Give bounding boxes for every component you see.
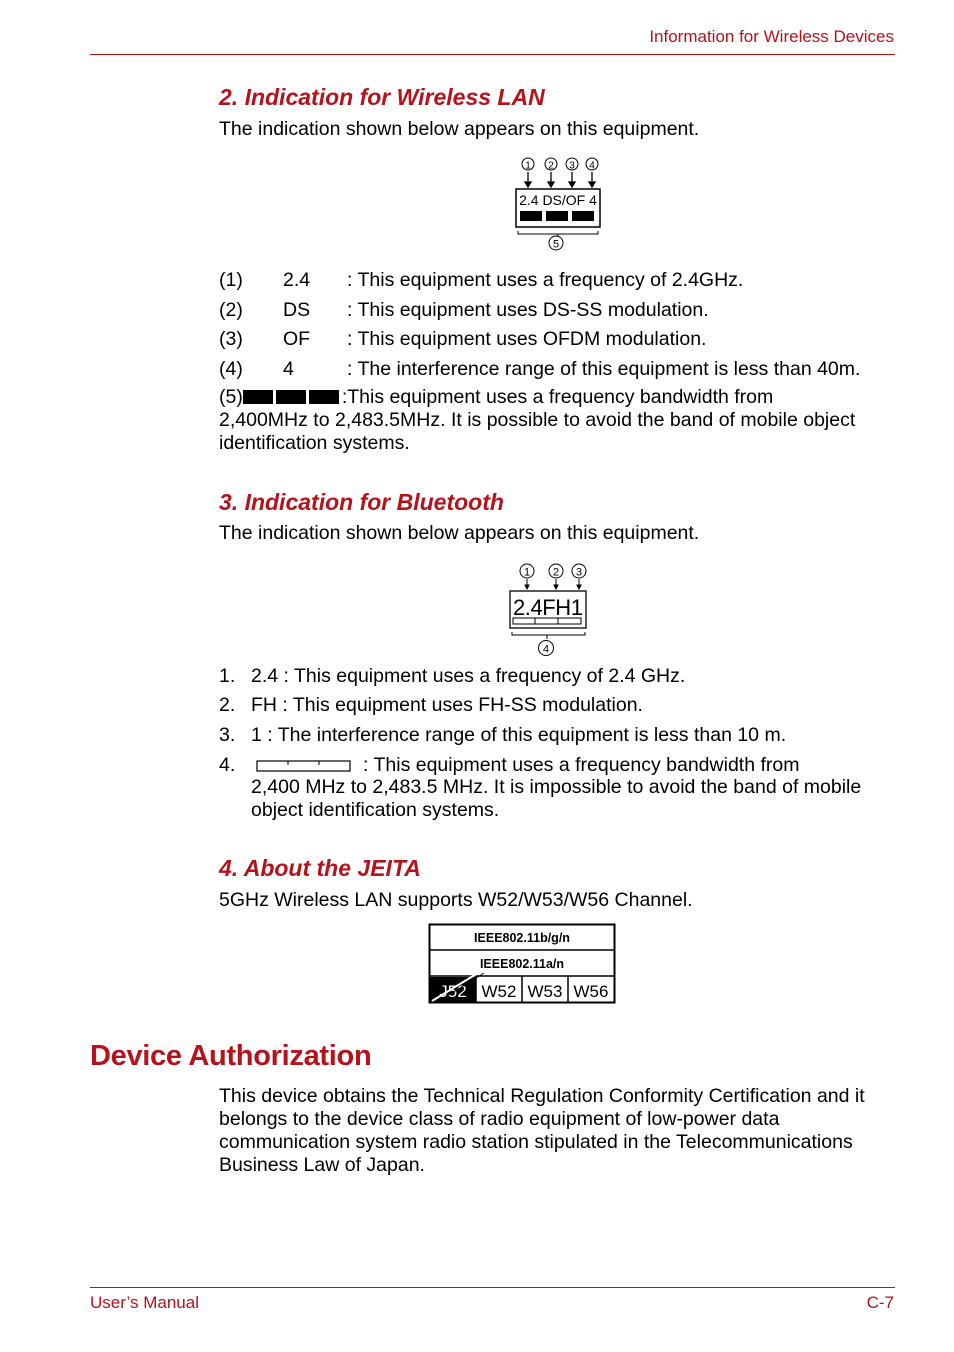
wlan-marker-4: 4 [589, 160, 595, 172]
wlan-indication-label [510, 153, 610, 255]
wlan-item-num: (1) [219, 269, 243, 291]
wlan-heading: 2. Indication for Wireless LAN [219, 84, 545, 110]
jeita-label [428, 923, 616, 1005]
wlan-item-desc: : This equipment uses OFDM modulation. [347, 328, 707, 350]
jeita-channel-w52: W52 [481, 982, 517, 1001]
bt-item-num: 1. [219, 665, 236, 687]
wlan-item-desc: : The interference range of this equipment is less than 40m. [347, 358, 861, 380]
wlan-item-num: (4) [219, 358, 243, 380]
bt-marker-1: 1 [523, 566, 531, 579]
bandwidth-block [243, 390, 273, 404]
wlan-marker-2: 2 [548, 160, 554, 172]
jeita-channel-w53: W53 [527, 982, 563, 1001]
bluetooth-intro: The indication shown below appears on this equipment. [219, 522, 700, 544]
wlan-item-code: 4 [283, 358, 294, 380]
wlan-item5-num: (5) [219, 386, 243, 408]
bt-marker-4: 4 [542, 643, 550, 656]
bt-item4-desc: : This equipment uses a frequency bandwidth from [363, 754, 800, 776]
wlan-item-desc: : This equipment uses a frequency of 2.4GHz. [347, 269, 744, 291]
wlan-intro: The indication shown below appears on this equipment. [219, 118, 700, 140]
wlan-item5-desc-rest: 2,400MHz to 2,483.5MHz. It is possible to avoid the band of mobile object identification systems. [219, 409, 856, 454]
wlan-item-code: DS [283, 299, 311, 321]
jeita-channel-j52: J52 [439, 982, 467, 1001]
wlan-item-5 [219, 386, 899, 455]
bandwidth-block [309, 390, 339, 404]
bandwidth-block [276, 390, 306, 404]
wlan-marker-5: 5 [552, 238, 560, 251]
bt-item-num: 2. [219, 694, 236, 716]
bt-item-text: 2.4 : This equipment uses a frequency of 2.4 GHz. [251, 665, 686, 687]
footer-left: User’s Manual [90, 1293, 199, 1312]
jeita-channel-w56: W56 [573, 982, 609, 1001]
wlan-marker-1: 1 [525, 160, 531, 172]
running-header: Information for Wireless Devices [649, 27, 894, 46]
bluetooth-heading: 3. Indication for Bluetooth [219, 489, 504, 515]
jeita-row1-text: IEEE802.11b/g/n [474, 931, 570, 945]
bt-bandwidth-symbol [256, 759, 352, 773]
header-rule [90, 54, 895, 55]
bt-marker-2: 2 [552, 566, 560, 579]
jeita-heading: 4. About the JEITA [219, 855, 421, 881]
bt-item-text: 1 : The interference range of this equipment is less than 10 m. [251, 724, 787, 746]
bt-item4-desc-rest: 2,400 MHz to 2,483.5 MHz. It is impossible to avoid the band of mobile object identification systems. [251, 776, 862, 821]
wlan-item5-desc: :This equipment uses a frequency bandwidth from [341, 386, 774, 408]
bt-marker-3: 3 [575, 566, 583, 579]
wlan-item-code: OF [283, 328, 311, 350]
device-auth-text: This device obtains the Technical Regulation Conformity Certification and it belongs to the device class of radio equipment of low-power data communication system radio station stipulated in the Telecommunications Business Law of Japan. [219, 1085, 865, 1176]
wlan-item-desc: : This equipment uses DS-SS modulation. [347, 299, 709, 321]
bluetooth-indication-label [505, 560, 590, 660]
bt-item-text: FH : This equipment uses FH-SS modulation. [251, 694, 643, 716]
wlan-label-text: 2.4 DS/OF 4 [519, 192, 597, 208]
bt-item-num: 3. [219, 724, 236, 746]
device-auth-heading: Device Authorization [90, 1040, 372, 1072]
page-number: C-7 [866, 1293, 894, 1312]
wlan-item-code: 2.4 [283, 269, 311, 291]
jeita-row2-text: IEEE802.11a/n [479, 957, 565, 971]
wlan-item-num: (2) [219, 299, 243, 321]
bt-item-num: 4. [219, 754, 236, 776]
bt-label-text: 2.4FH1 [513, 595, 583, 620]
wlan-item-num: (3) [219, 328, 243, 350]
footer-rule [90, 1287, 895, 1288]
wlan-marker-3: 3 [569, 160, 575, 172]
jeita-text: 5GHz Wireless LAN supports W52/W53/W56 Channel. [219, 889, 693, 911]
